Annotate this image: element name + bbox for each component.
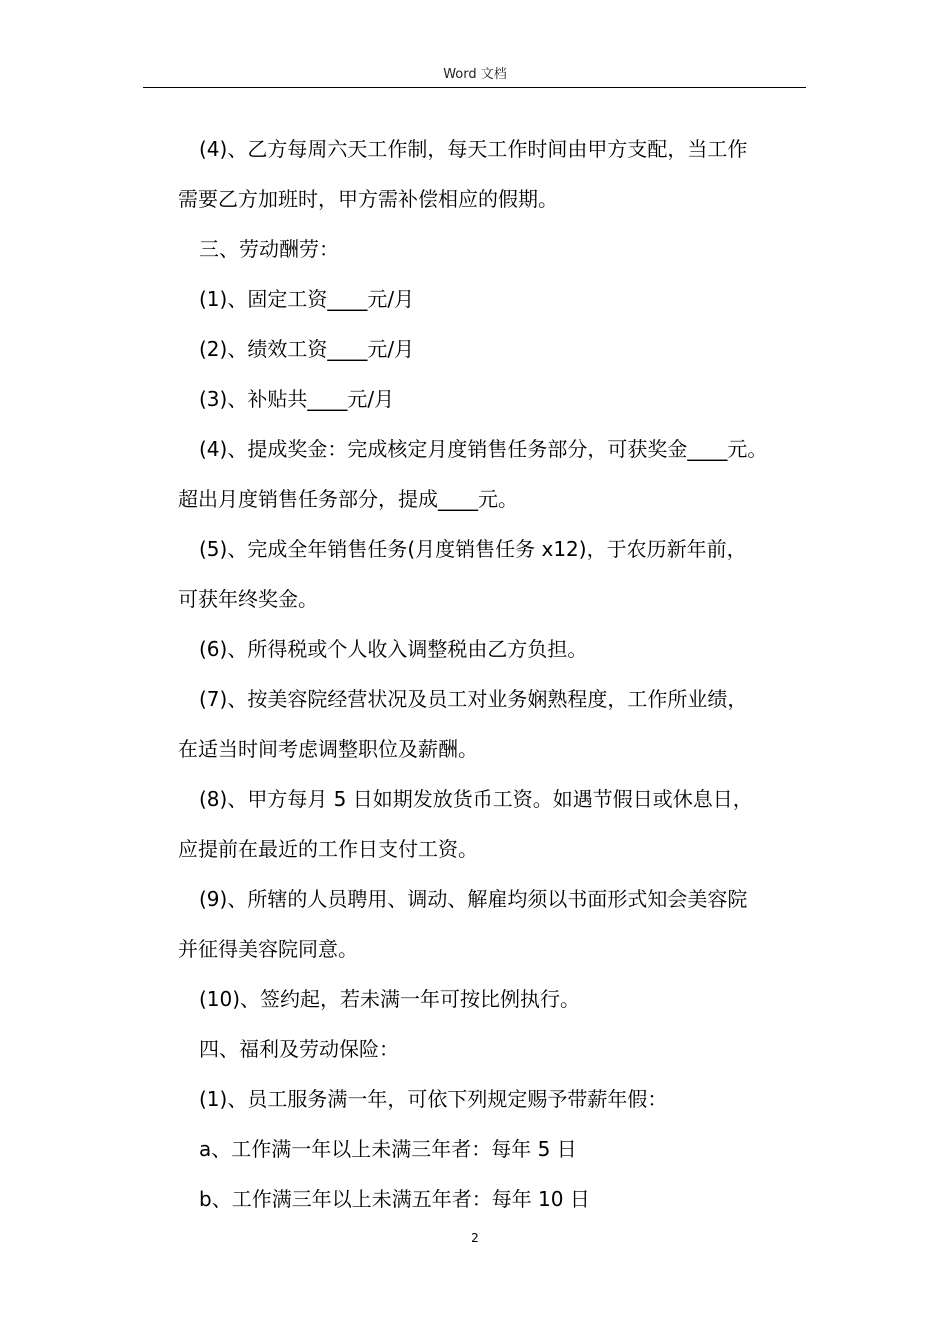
- page-number: 2: [471, 1231, 479, 1245]
- paragraph: 在适当时间考虑调整职位及薪酬。: [178, 737, 478, 761]
- paragraph: (3)、补贴共____元/月: [199, 387, 395, 411]
- section-heading: 三、劳动酬劳：: [199, 237, 339, 261]
- paragraph: 超出月度销售任务部分，提成____元。: [178, 487, 518, 511]
- paragraph: (5)、完成全年销售任务(月度销售任务 x12)，于农历新年前，: [199, 537, 747, 561]
- paragraph: a、工作满一年以上未满三年者：每年 5 日: [199, 1137, 577, 1161]
- paragraph: (4)、提成奖金：完成核定月度销售任务部分，可获奖金____元。: [199, 437, 768, 461]
- paragraph: (4)、乙方每周六天工作制，每天工作时间由甲方支配，当工作: [199, 137, 748, 161]
- paragraph: (10)、签约起，若未满一年可按比例执行。: [199, 987, 581, 1011]
- paragraph: 可获年终奖金。: [178, 587, 318, 611]
- page-header: Word 文档: [443, 67, 507, 82]
- paragraph: (9)、所辖的人员聘用、调动、解雇均须以书面形式知会美容院: [199, 887, 748, 911]
- paragraph: (7)、按美容院经营状况及员工对业务娴熟程度，工作所业绩，: [199, 687, 748, 711]
- paragraph: (8)、甲方每月 5 日如期发放货币工资。如遇节假日或休息日，: [199, 787, 753, 811]
- paragraph: 并征得美容院同意。: [178, 937, 358, 961]
- paragraph: b、工作满三年以上未满五年者：每年 10 日: [199, 1187, 590, 1211]
- section-heading: 四、福利及劳动保险：: [199, 1037, 399, 1061]
- header-divider: [143, 87, 806, 88]
- paragraph: 应提前在最近的工作日支付工资。: [178, 837, 478, 861]
- paragraph: (1)、员工服务满一年，可依下列规定赐予带薪年假：: [199, 1087, 668, 1111]
- paragraph: (1)、固定工资____元/月: [199, 287, 415, 311]
- paragraph: (2)、绩效工资____元/月: [199, 337, 415, 361]
- paragraph: 需要乙方加班时，甲方需补偿相应的假期。: [178, 187, 558, 211]
- paragraph: (6)、所得税或个人收入调整税由乙方负担。: [199, 637, 588, 661]
- document-body: [178, 124, 810, 1224]
